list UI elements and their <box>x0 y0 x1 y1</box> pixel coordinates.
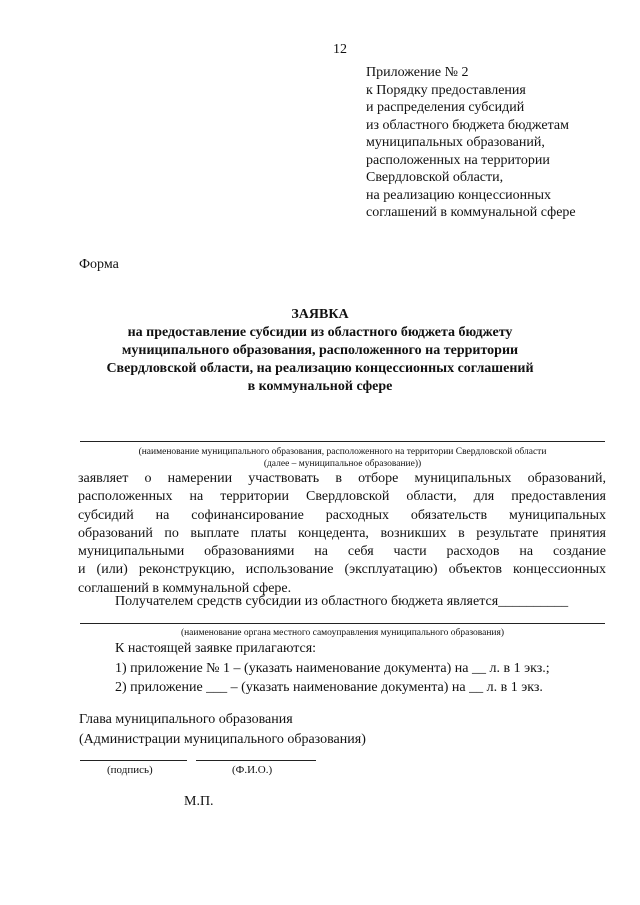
title-line: ЗАЯВКА <box>291 307 349 322</box>
appendix-line: на реализацию концессионных <box>366 187 552 203</box>
title-line: на предоставление субсидии из областного бюджета бюджету <box>127 325 513 340</box>
head-of-municipality <box>79 710 366 749</box>
form-label: Форма <box>79 257 119 272</box>
application-body <box>78 470 606 598</box>
title-line: муниципального образования, расположенного на территории <box>121 343 519 358</box>
page-number: 12 <box>333 42 347 57</box>
body-line: субсидий на софинансирование расходных обязательств муниципальных <box>78 507 606 523</box>
appendix-line: и распределения субсидий <box>366 100 525 115</box>
fio-caption: (Ф.И.О.) <box>232 764 273 776</box>
body-line: муниципальными образованиями на себя части расходов на создание <box>78 544 606 560</box>
body-line: заявляет о намерении участвовать в отборе муниципальных образований, <box>78 471 606 486</box>
caption-line: (наименование муниципального образования, расположенного на территории Свердловской области <box>138 447 547 457</box>
appendix-line: Свердловской области, <box>366 170 504 185</box>
attachment-item: 1) приложение № 1 – (указать наименование документа) на __ л. в 1 экз.; <box>115 660 550 676</box>
recipient-fill-line[interactable] <box>80 623 605 624</box>
municipality-fill-line[interactable] <box>80 441 605 442</box>
fio-line[interactable] <box>196 760 316 761</box>
appendix-line: муниципальных образований, <box>366 135 545 150</box>
appendix-line: соглашений в коммунальной сфере <box>366 205 576 220</box>
body-line: расположенных на территории Свердловской области, для предоставления <box>78 489 606 505</box>
appendix-line: к Порядку предоставления <box>366 82 526 98</box>
body-line: соглашений в коммунальной сфере. <box>78 580 292 596</box>
recipient-statement: Получателем средств субсидии из областного бюджета является__________ <box>115 594 569 609</box>
municipality-caption <box>80 446 605 470</box>
title-line: в коммунальной сфере <box>247 379 393 394</box>
appendix-line: расположенных на территории <box>366 152 550 168</box>
attachments-list <box>115 639 550 698</box>
attachments-intro: К настоящей заявке прилагаются: <box>115 641 317 656</box>
signature-caption: (подпись) <box>107 764 153 776</box>
signature-line[interactable] <box>80 760 187 761</box>
caption-line: (далее – муниципальное образование)) <box>263 459 422 469</box>
recipient-caption: (наименование органа местного самоуправления муниципального образования) <box>180 628 505 638</box>
stamp-placeholder: М.П. <box>184 794 214 809</box>
body-line: и (или) реконструкцию, использование (эксплуатацию) объектов концессионных <box>78 562 606 578</box>
appendix-header <box>366 64 626 222</box>
title-line: Свердловской области, на реализацию концессионных соглашений <box>106 361 534 376</box>
attachment-item: 2) приложение ___ – (указать наименование документа) на __ л. в 1 экз. <box>115 680 543 695</box>
head-title: Глава муниципального образования <box>79 712 293 727</box>
head-subtitle: (Администрации муниципального образования) <box>79 731 366 747</box>
appendix-line: Приложение № 2 <box>366 65 469 80</box>
body-line: образований по выплате платы концедента, возникших в результате принятия <box>78 525 606 541</box>
appendix-line: из областного бюджета бюджетам <box>366 117 569 133</box>
document-title <box>70 306 570 396</box>
